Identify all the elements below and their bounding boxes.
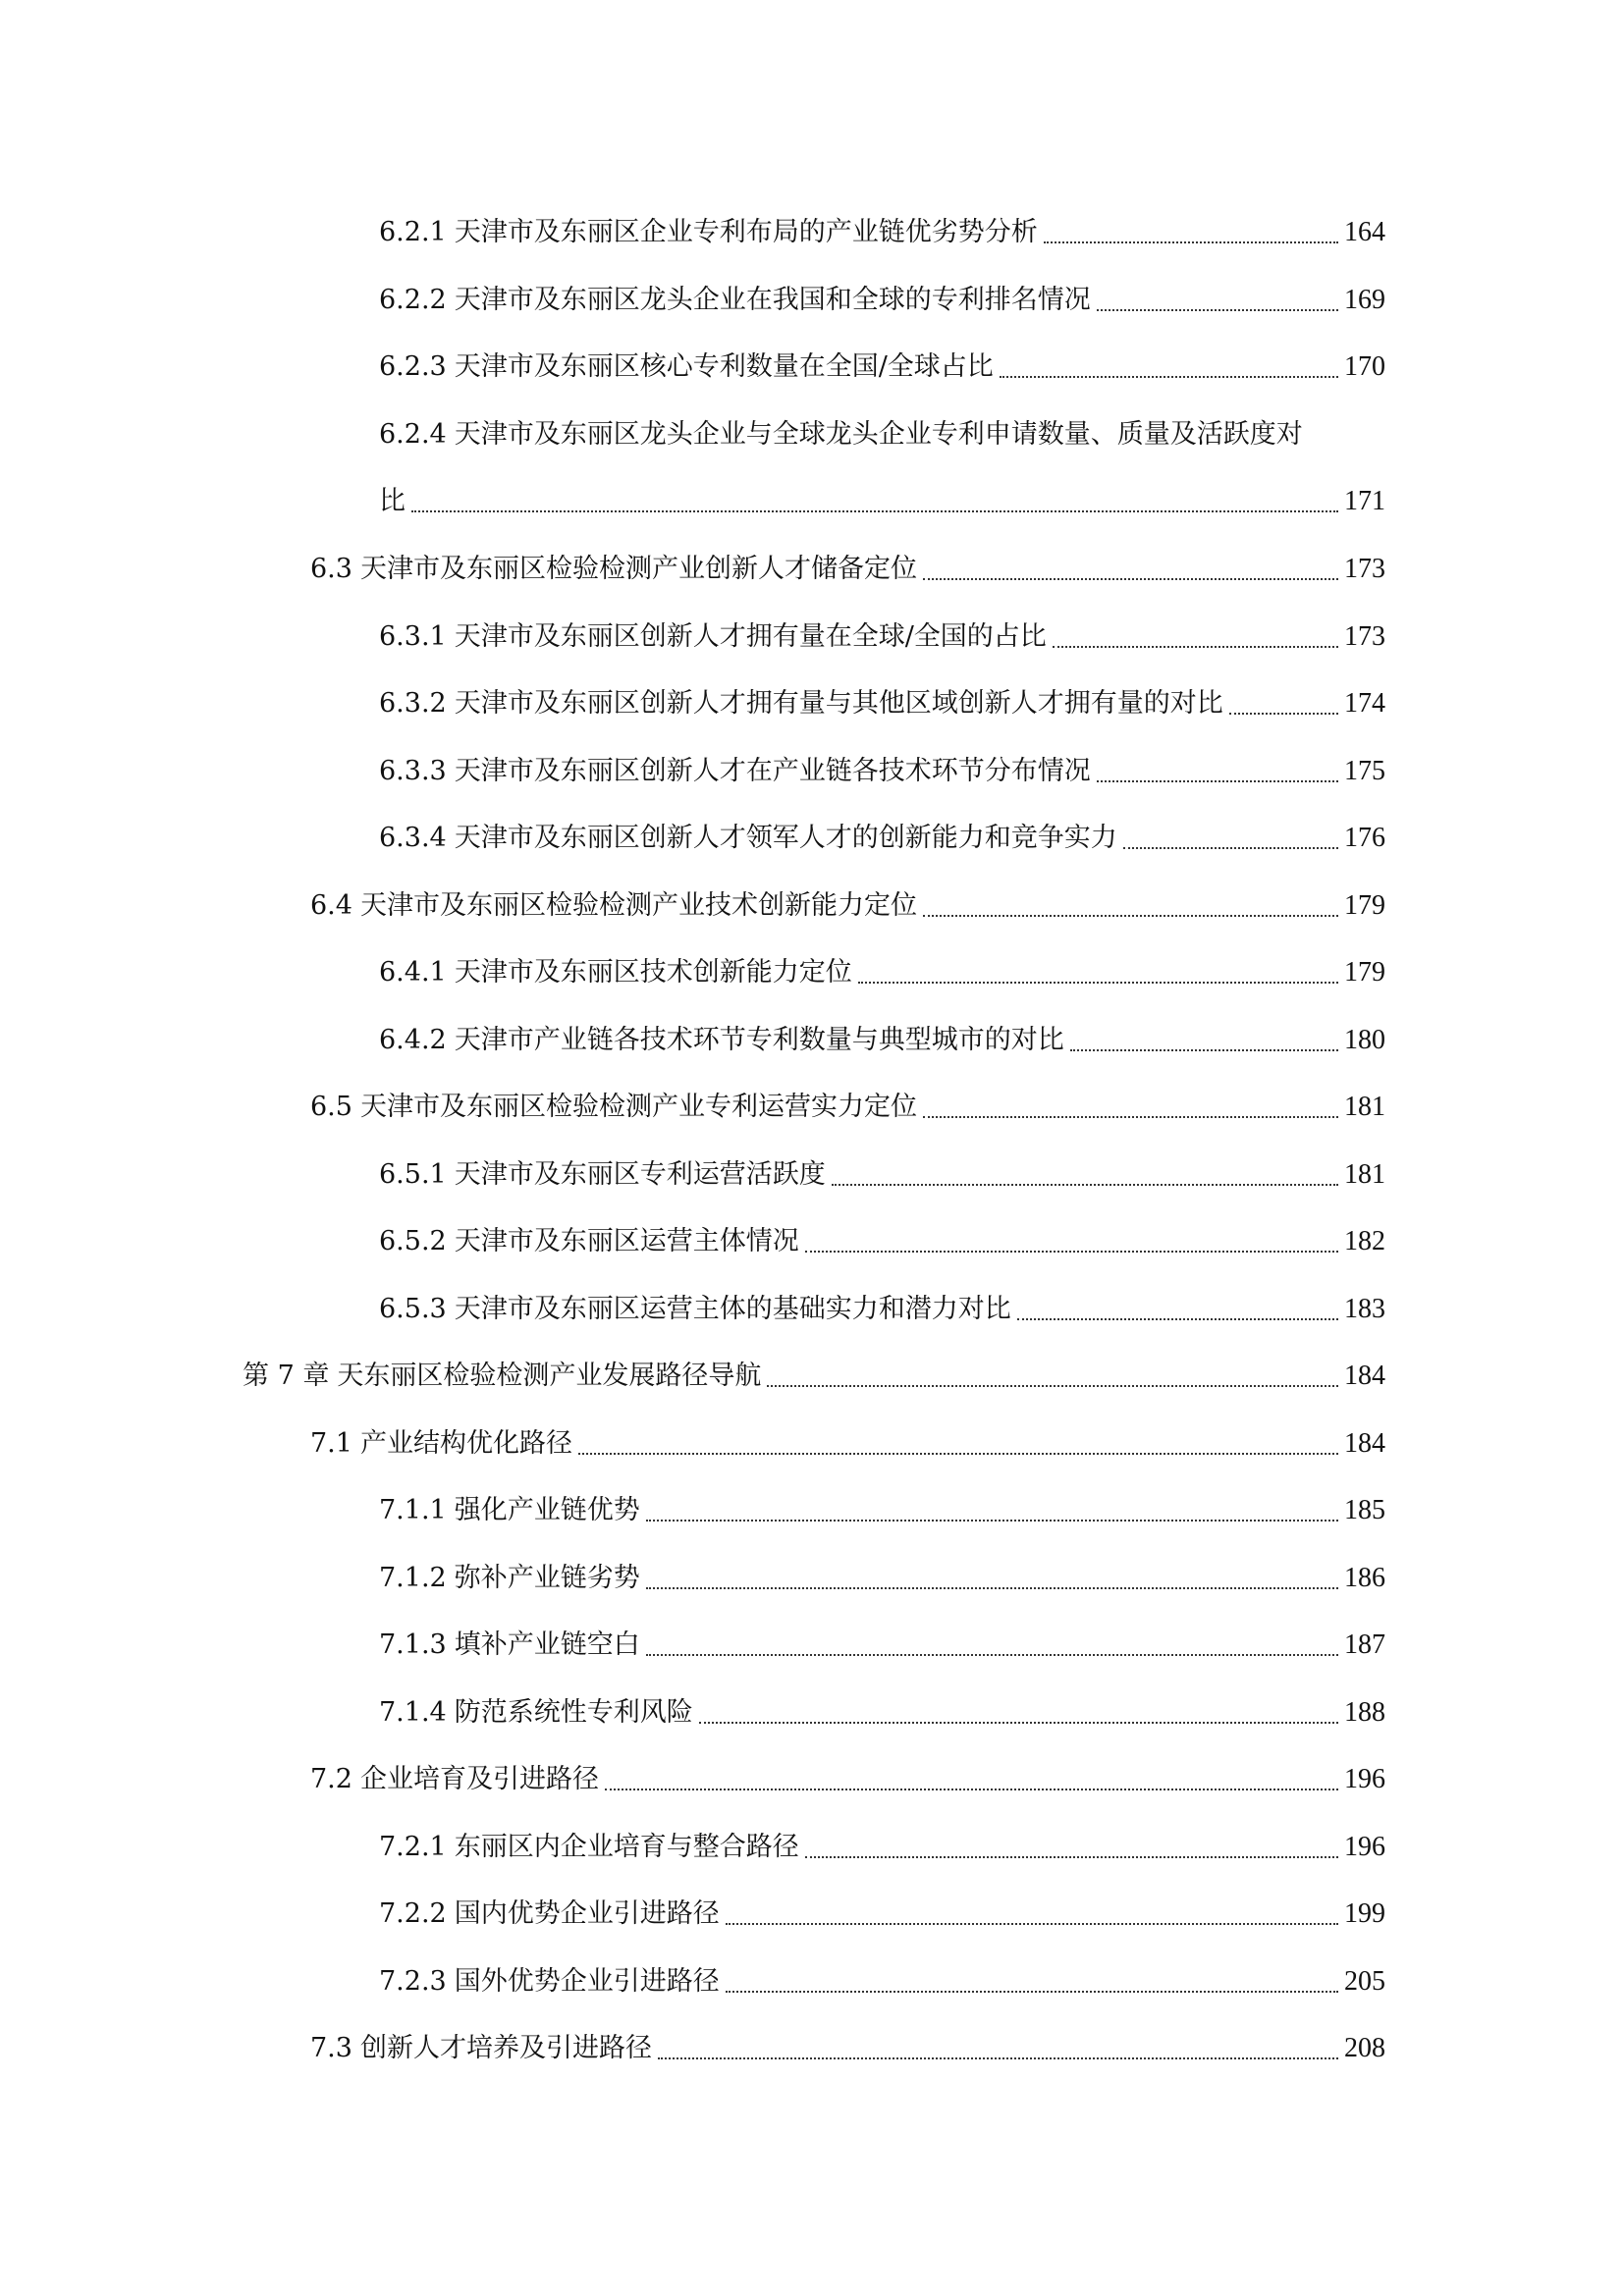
toc-entry-title-continued: 比 [379, 486, 406, 516]
toc-entry-number: 6.3.2 [379, 688, 447, 719]
toc-dot-leader [411, 510, 1338, 512]
toc-entry-number: 7.2.1 [379, 1832, 447, 1862]
toc-entry-number: 6.3.3 [379, 756, 447, 786]
toc-entry-number: 7.2 [310, 1764, 352, 1794]
toc-entry-title: 天津市及东丽区检验检测产业专利运营实力定位 [359, 1092, 917, 1122]
toc-entry-number: 6.3.4 [379, 823, 447, 853]
toc-entry-page: 184 [1344, 1361, 1385, 1391]
toc-entry-number: 6.2.3 [379, 351, 447, 382]
toc-entry-page: 176 [1344, 823, 1385, 853]
toc-dot-leader [923, 915, 1338, 917]
toc-entry-title: 天津市及东丽区核心专利数量在全国/全球占比 [454, 351, 994, 382]
toc-entry-number: 第 7 章 [243, 1361, 330, 1391]
toc-entry [379, 410, 1385, 459]
toc-entry-title: 天津市及东丽区龙头企业在我国和全球的专利排名情况 [454, 285, 1091, 315]
toc-dot-leader [726, 1923, 1338, 1925]
toc-entry [379, 814, 1385, 863]
toc-entry [379, 1150, 1385, 1200]
toc-entry-number: 6.2.2 [379, 285, 447, 315]
toc-entry-number: 6.5 [310, 1092, 352, 1122]
toc-entry-page: 205 [1344, 1966, 1385, 1997]
toc-entry-title: 天津市及东丽区创新人才在产业链各技术环节分布情况 [454, 756, 1091, 786]
toc-entry [379, 948, 1385, 997]
toc-dot-leader [1044, 241, 1338, 243]
toc-entry-title: 天津市产业链各技术环节专利数量与典型城市的对比 [454, 1025, 1064, 1055]
toc-entry-number: 6.4.1 [379, 957, 447, 988]
toc-entry-number: 6.5.1 [379, 1159, 447, 1190]
toc-entry-page: 180 [1344, 1025, 1385, 1055]
toc-entry-title: 强化产业链优势 [454, 1495, 640, 1525]
toc-entry-number: 6.2.4 [379, 419, 447, 450]
toc-entry-number: 6.3.1 [379, 621, 447, 652]
toc-entry [379, 1688, 1385, 1737]
toc-entry-title: 弥补产业链劣势 [454, 1563, 640, 1593]
toc-dot-leader [646, 1654, 1338, 1656]
toc-entry-title: 创新人才培养及引进路径 [359, 2033, 652, 2063]
toc-entry-title: 天东丽区检验检测产业发展路径导航 [337, 1361, 762, 1391]
toc-dot-leader [923, 578, 1338, 580]
toc-entry [379, 276, 1385, 325]
toc-entry [379, 1621, 1385, 1670]
toc-entry-page: 196 [1344, 1764, 1385, 1794]
toc-entry [379, 1016, 1385, 1065]
toc-entry-page: 184 [1344, 1428, 1385, 1459]
toc-entry [310, 1419, 1385, 1468]
toc-entry-page: 199 [1344, 1898, 1385, 1929]
toc-entry-page: 175 [1344, 756, 1385, 786]
toc-entry-title: 填补产业链空白 [454, 1629, 640, 1660]
toc-entry-number: 6.5.3 [379, 1294, 447, 1324]
toc-entry-number: 6.2.1 [379, 217, 447, 247]
toc-entry-title: 天津市及东丽区运营主体情况 [454, 1226, 799, 1256]
toc-entry-page: 185 [1344, 1495, 1385, 1525]
toc-entry-title: 东丽区内企业培育与整合路径 [454, 1832, 799, 1862]
toc-entry-number: 7.1.4 [379, 1697, 447, 1728]
toc-entry-number: 7.1.3 [379, 1629, 447, 1660]
toc-entry-page: 164 [1344, 217, 1385, 247]
toc-dot-leader [646, 1587, 1338, 1589]
toc-entry-title: 天津市及东丽区龙头企业与全球龙头企业专利申请数量、质量及活跃度对 [454, 419, 1303, 450]
toc-entry [379, 1823, 1385, 1872]
toc-entry [379, 1957, 1385, 2006]
toc-dot-leader [1097, 309, 1338, 311]
toc-entry [379, 208, 1385, 257]
toc-dot-leader [578, 1453, 1338, 1455]
toc-entry-title: 国外优势企业引进路径 [454, 1966, 720, 1997]
toc-entry-page: 179 [1344, 957, 1385, 988]
toc-dot-leader [805, 1856, 1338, 1858]
toc-entry [310, 1083, 1385, 1132]
toc-entry-number: 7.1.1 [379, 1495, 447, 1525]
toc-entry [379, 1285, 1385, 1334]
toc-entry [310, 545, 1385, 594]
toc-dot-leader [1000, 376, 1338, 378]
toc-entry-title: 防范系统性专利风险 [454, 1697, 693, 1728]
toc-entry-title: 天津市及东丽区检验检测产业技术创新能力定位 [359, 890, 917, 921]
toc-entry [379, 343, 1385, 392]
toc-entry-title: 天津市及东丽区创新人才拥有量在全球/全国的占比 [454, 621, 1047, 652]
toc-entry-page: 173 [1344, 621, 1385, 652]
toc-entry-number: 7.2.3 [379, 1966, 447, 1997]
toc-entry-page: 196 [1344, 1832, 1385, 1862]
toc-dot-leader [1229, 713, 1338, 715]
toc-entry-page: 183 [1344, 1294, 1385, 1324]
toc-entry-page: 182 [1344, 1226, 1385, 1256]
toc-dot-leader [858, 982, 1338, 984]
toc-entry-page: 174 [1344, 688, 1385, 719]
toc-entry-continuation [379, 477, 1385, 526]
toc-entry [310, 2024, 1385, 2073]
toc-entry-number: 6.4.2 [379, 1025, 447, 1055]
toc-entry-title: 天津市及东丽区专利运营活跃度 [454, 1159, 826, 1190]
toc-entry-page: 208 [1344, 2033, 1385, 2063]
toc-entry-number: 7.3 [310, 2033, 352, 2063]
toc-dot-leader [1123, 847, 1338, 849]
toc-dot-leader [1070, 1049, 1338, 1051]
toc-dot-leader [1017, 1318, 1338, 1320]
toc-entry-page: 169 [1344, 285, 1385, 315]
toc-entry-number: 6.3 [310, 554, 352, 584]
toc-entry [379, 613, 1385, 662]
toc-dot-leader [726, 1991, 1338, 1993]
toc-entry [379, 747, 1385, 796]
toc-entry-page: 170 [1344, 351, 1385, 382]
toc-entry-page: 181 [1344, 1092, 1385, 1122]
toc-entry-page: 187 [1344, 1629, 1385, 1660]
toc-entry [310, 1755, 1385, 1804]
toc-dot-leader [1053, 646, 1338, 648]
toc-dot-leader [646, 1520, 1338, 1522]
toc-entry-title: 天津市及东丽区创新人才领军人才的创新能力和竞争实力 [454, 823, 1117, 853]
toc-dot-leader [767, 1385, 1338, 1387]
toc-chapter-entry [243, 1352, 1385, 1401]
toc-entry-title: 天津市及东丽区运营主体的基础实力和潜力对比 [454, 1294, 1011, 1324]
toc-entry-title: 天津市及东丽区创新人才拥有量与其他区域创新人才拥有量的对比 [454, 688, 1223, 719]
toc-entry-page: 171 [1344, 486, 1385, 516]
toc-entry-number: 7.2.2 [379, 1898, 447, 1929]
toc-entry-page: 173 [1344, 554, 1385, 584]
toc-entry [379, 1890, 1385, 1939]
toc-dot-leader [832, 1184, 1338, 1186]
toc-dot-leader [699, 1722, 1338, 1724]
toc-entry-title: 天津市及东丽区检验检测产业创新人才储备定位 [359, 554, 917, 584]
toc-entry [379, 679, 1385, 728]
toc-entry-title: 产业结构优化路径 [359, 1428, 572, 1459]
toc-entry-title: 国内优势企业引进路径 [454, 1898, 720, 1929]
toc-entry-title: 天津市及东丽区企业专利布局的产业链优劣势分析 [454, 217, 1038, 247]
toc-entry [379, 1554, 1385, 1603]
toc-dot-leader [658, 2057, 1338, 2059]
toc-entry-number: 6.5.2 [379, 1226, 447, 1256]
toc-entry-title: 天津市及东丽区技术创新能力定位 [454, 957, 852, 988]
toc-entry [310, 881, 1385, 931]
toc-dot-leader [1097, 780, 1338, 782]
toc-entry-number: 7.1.2 [379, 1563, 447, 1593]
toc-dot-leader [923, 1116, 1338, 1118]
toc-entry-number: 6.4 [310, 890, 352, 921]
toc-dot-leader [805, 1251, 1338, 1253]
toc-entry-title: 企业培育及引进路径 [359, 1764, 599, 1794]
toc-dot-leader [605, 1789, 1338, 1790]
toc-entry-page: 179 [1344, 890, 1385, 921]
toc-entry-page: 186 [1344, 1563, 1385, 1593]
toc-entry-number: 7.1 [310, 1428, 352, 1459]
toc-entry-page: 188 [1344, 1697, 1385, 1728]
toc-entry [379, 1486, 1385, 1535]
toc-entry [379, 1217, 1385, 1266]
toc-entry-page: 181 [1344, 1159, 1385, 1190]
